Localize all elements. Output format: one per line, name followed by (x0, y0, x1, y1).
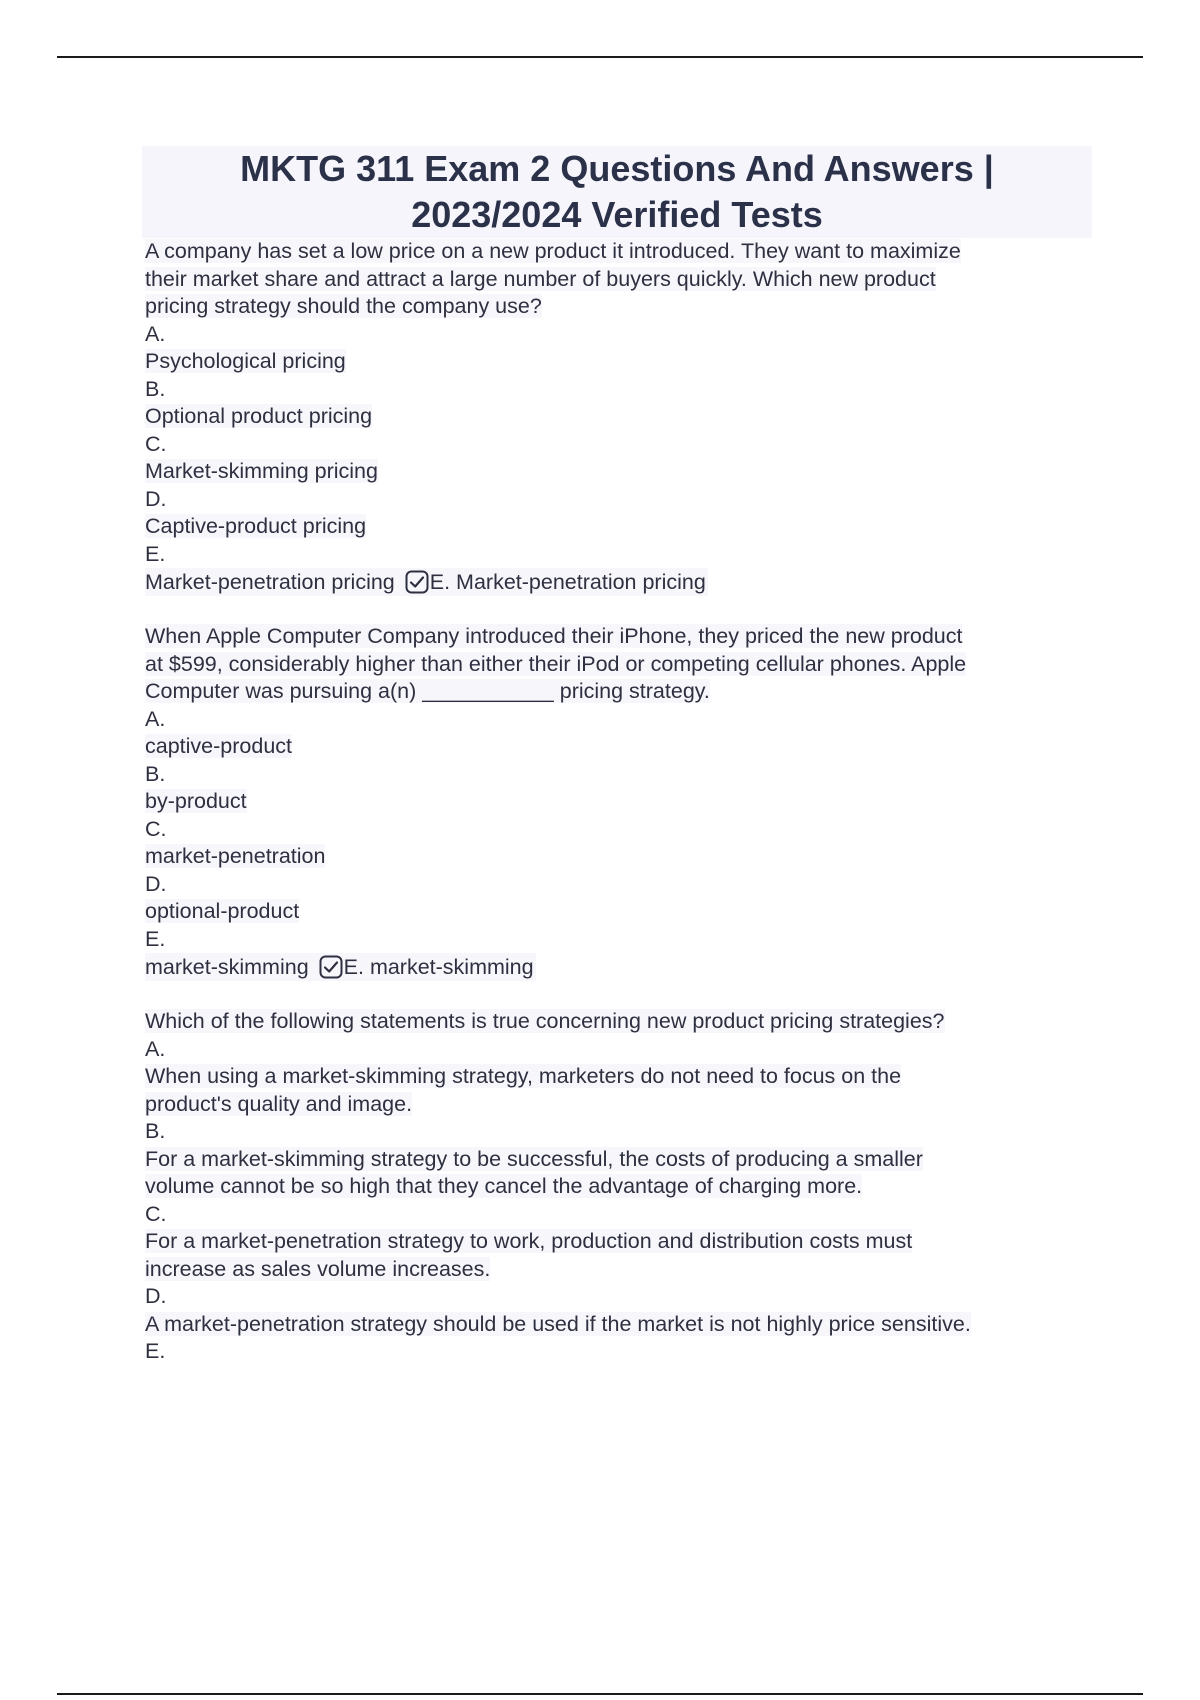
option-text: Market-penetration pricing (145, 570, 395, 594)
option-letter: A. (145, 1036, 166, 1061)
title-line-1: MKTG 311 Exam 2 Questions And Answers | (240, 148, 994, 189)
option-letter: A. (145, 706, 166, 731)
title-line-2: 2023/2024 Verified Tests (411, 194, 823, 235)
option-text: market-skimming (145, 955, 309, 979)
option-text: Market-skimming pricing (145, 459, 378, 483)
option-text: For a market-skimming strategy to be successful, the costs of producing a smaller (145, 1146, 923, 1171)
header-rule (57, 56, 1143, 58)
option-letter: E. (145, 541, 166, 566)
option-letter: D. (145, 1284, 167, 1308)
answer-row (145, 568, 708, 596)
option-letter: D. (145, 871, 167, 896)
option-letter: C. (145, 816, 167, 841)
document-body (145, 146, 1095, 1366)
check-box-icon (319, 955, 343, 979)
option-text: by-product (145, 789, 247, 813)
question-text-line: pricing strategy should the company use? (145, 294, 542, 318)
option-letter: B. (145, 1119, 166, 1143)
option-text: Optional product pricing (145, 404, 373, 428)
question-text-line: their market share and attract a large number of buyers quickly. Which new product (145, 266, 936, 291)
question-3 (145, 1008, 1095, 1366)
correct-answer: E. Market-penetration pricing (429, 570, 706, 594)
option-text: Captive-product pricing (145, 514, 367, 538)
option-letter: B. (145, 376, 166, 401)
footer-rule (57, 1693, 1143, 1695)
option-letter: E. (145, 1339, 166, 1363)
option-letter: E. (145, 926, 166, 951)
option-letter: B. (145, 761, 166, 786)
question-1 (145, 238, 1095, 596)
option-text: market-penetration (145, 844, 326, 868)
check-box-icon (405, 570, 429, 594)
question-text-line: When Apple Computer Company introduced their iPhone, they priced the new product (145, 624, 963, 648)
question-text-line: Computer was pursuing a(n) ___________ pricing strategy. (145, 679, 710, 703)
option-letter: D. (145, 486, 167, 511)
option-text: product's quality and image. (145, 1091, 413, 1116)
option-text: increase as sales volume increases. (145, 1256, 491, 1281)
document-title (142, 146, 1092, 238)
question-2 (145, 623, 1095, 981)
option-letter: C. (145, 431, 167, 456)
option-text: optional-product (145, 899, 300, 923)
correct-answer: E. market-skimming (343, 955, 534, 979)
question-text-line: A company has set a low price on a new product it introduced. They want to maximize (145, 239, 961, 263)
question-text-line: at $599, considerably higher than either their iPod or competing cellular phones. Apple (145, 651, 967, 676)
option-text: Psychological pricing (145, 349, 346, 373)
option-letter: C. (145, 1201, 167, 1226)
option-text: A market-penetration strategy should be used if the market is not highly price sensitive. (145, 1311, 971, 1336)
question-text-line: Which of the following statements is true concerning new product pricing strategies? (145, 1009, 945, 1033)
answer-row (145, 953, 536, 981)
option-letter: A. (145, 321, 166, 346)
option-text: For a market-penetration strategy to work, production and distribution costs must (145, 1229, 913, 1253)
option-text: When using a market-skimming strategy, marketers do not need to focus on the (145, 1064, 902, 1088)
option-text: captive-product (145, 734, 292, 758)
option-text: volume cannot be so high that they cancel the advantage of charging more. (145, 1174, 863, 1198)
